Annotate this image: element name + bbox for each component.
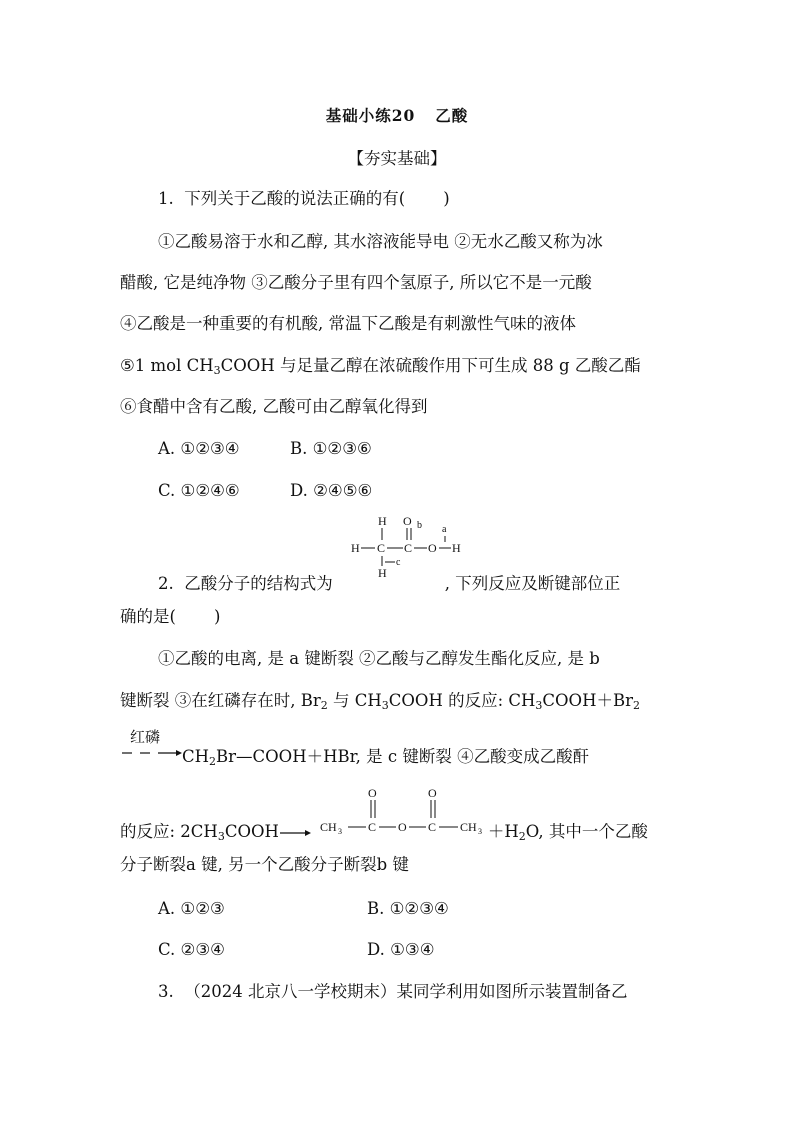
- q2-statement-4: [120, 821, 648, 843]
- q2-stem-pre: 乙酸分子的结构式为: [184, 574, 333, 593]
- q2-s2-b: 与 CH: [327, 691, 382, 710]
- q2-s2-d: COOH＋Br: [542, 691, 633, 710]
- option-label: B.: [290, 439, 308, 458]
- bond-label-b: b: [417, 520, 422, 531]
- sub: 2: [209, 755, 217, 768]
- option-text: ①②④⑥: [180, 481, 240, 500]
- ch3-right-sub: 3: [478, 827, 482, 836]
- q2-option-d[interactable]: [367, 939, 435, 961]
- sub: 3: [217, 830, 225, 843]
- ch3-left-sub: 3: [338, 827, 342, 836]
- option-label: A.: [158, 439, 176, 458]
- q2-s4-d: O, 其中一个乙酸: [525, 822, 648, 841]
- q2-statement-5: 分子断裂a 键, 另一个乙酸分子断裂b 键: [120, 855, 409, 874]
- q1-option-d[interactable]: [290, 480, 372, 502]
- reaction-arrow-red-phosphorus: [120, 728, 182, 762]
- ch3-left: CH: [320, 820, 337, 834]
- q2-number: 2.: [158, 574, 174, 593]
- q1-stem-text: 下列关于乙酸的说法正确的有(: [184, 189, 406, 208]
- option-text: ①②③⑥: [312, 439, 372, 458]
- q2-s4-c: ＋H: [487, 822, 519, 841]
- bond-label-c: c: [396, 557, 401, 568]
- option-text: ①②③: [180, 899, 225, 918]
- atom-o-double: O: [403, 514, 412, 528]
- atom-o-single: O: [428, 541, 437, 555]
- sub: 2: [320, 699, 328, 712]
- q2-s2-c: COOH 的反应: CH: [388, 691, 536, 710]
- q1-option-a[interactable]: [158, 438, 240, 460]
- carbonyl-c-left: C: [368, 820, 377, 834]
- q1-option-c[interactable]: [158, 480, 240, 502]
- q3-source: （2024 北京八一学校期末）: [184, 982, 397, 1001]
- option-text: ②④⑤⑥: [313, 481, 373, 500]
- carbonyl-c-right: C: [428, 820, 437, 834]
- atom-h-bottom: H: [378, 566, 387, 580]
- bridge-o: O: [398, 820, 407, 834]
- atom-h-top: H: [378, 514, 387, 528]
- q2-l2-end: ): [213, 607, 221, 626]
- arrow-icon: [120, 748, 182, 758]
- atom-h-right: H: [452, 541, 461, 555]
- option-label: A.: [158, 899, 176, 918]
- ch3-right: CH: [460, 820, 477, 834]
- section-heading: 【夯实基础】: [347, 149, 447, 168]
- q2-statement-2: [120, 690, 640, 712]
- q3-stem: [158, 981, 628, 1003]
- atom-c1: C: [377, 541, 386, 555]
- atom-c2: C: [404, 541, 413, 555]
- arrow-catalyst-label: 红磷: [130, 728, 161, 746]
- option-text: ①②③④: [389, 899, 449, 918]
- q2-statement-3: [120, 728, 590, 768]
- acetic-acid-structure: [345, 510, 475, 580]
- reaction-arrow-icon: [279, 827, 311, 839]
- title-sub: 乙酸: [435, 106, 469, 125]
- q2-s4-a: 的反应: 2CH: [120, 822, 218, 841]
- sub: 3: [535, 699, 543, 712]
- sub: 3: [381, 699, 389, 712]
- q2-stem-line-2: [120, 606, 220, 628]
- option-text: ①②③④: [180, 439, 240, 458]
- q2-statement-1: ①乙酸的电离, 是 a 键断裂 ②乙酸与乙醇发生酯化反应, 是 b: [158, 649, 600, 668]
- q1-s4-a: ⑤1 mol CH: [120, 356, 214, 375]
- page-title: [0, 104, 794, 126]
- q1-s4-b: COOH 与足量乙醇在浓硫酸作用下可生成 88 g 乙酸乙酯: [220, 356, 641, 375]
- option-label: C.: [158, 940, 176, 959]
- option-label: C.: [158, 481, 176, 500]
- sub: 2: [518, 830, 526, 843]
- atom-h-left: H: [351, 541, 360, 555]
- q1-s4-sub: 3: [213, 364, 221, 377]
- q2-s3-b: Br—COOH＋HBr, 是 c 键断裂 ④乙酸变成乙酸酐: [216, 747, 590, 766]
- q2-option-a[interactable]: [158, 898, 225, 920]
- carbonyl-o-right: O: [428, 786, 437, 800]
- q2-s4-b: COOH: [224, 822, 279, 841]
- q2-stem-post: , 下列反应及断键部位正: [444, 574, 621, 593]
- carbonyl-o-left: O: [368, 786, 377, 800]
- option-label: B.: [367, 899, 385, 918]
- option-text: ①③④: [390, 940, 435, 959]
- title-main: 基础小练20: [325, 106, 416, 125]
- q2-option-c[interactable]: [158, 939, 225, 961]
- sub: 2: [633, 699, 640, 712]
- bond-label-a: a: [442, 524, 447, 535]
- q2-option-b[interactable]: [367, 898, 449, 920]
- q1-statement-3: ④乙酸是一种重要的有机酸, 常温下乙酸是有刺激性气味的液体: [120, 314, 576, 333]
- q2-l2-text: 确的是(: [120, 607, 176, 626]
- option-label: D.: [290, 481, 308, 500]
- q1-option-b[interactable]: [290, 438, 372, 460]
- q3-stem-text: 某同学利用如图所示装置制备乙: [396, 982, 628, 1001]
- q1-statement-2: 醋酸, 它是纯净物 ③乙酸分子里有四个氢原子, 所以它不是一元酸: [120, 273, 592, 292]
- q1-number: 1.: [158, 189, 174, 208]
- q1-statement-1: ①乙酸易溶于水和乙醇, 其水溶液能导电 ②无水乙酸又称为冰: [158, 232, 603, 251]
- option-text: ②③④: [180, 940, 225, 959]
- q2-s3-a: CH: [182, 747, 210, 766]
- q3-number: 3.: [158, 982, 174, 1001]
- q2-stem: [158, 573, 620, 595]
- q2-s2-a: 键断裂 ③在红磷存在时, Br: [120, 691, 321, 710]
- q1-statement-4: [120, 355, 641, 377]
- option-label: D.: [367, 940, 385, 959]
- q1-stem: [158, 188, 450, 210]
- q1-statement-5: ⑥食醋中含有乙酸, 乙酸可由乙醇氧化得到: [120, 397, 428, 416]
- q1-stem-end: ): [443, 189, 450, 208]
